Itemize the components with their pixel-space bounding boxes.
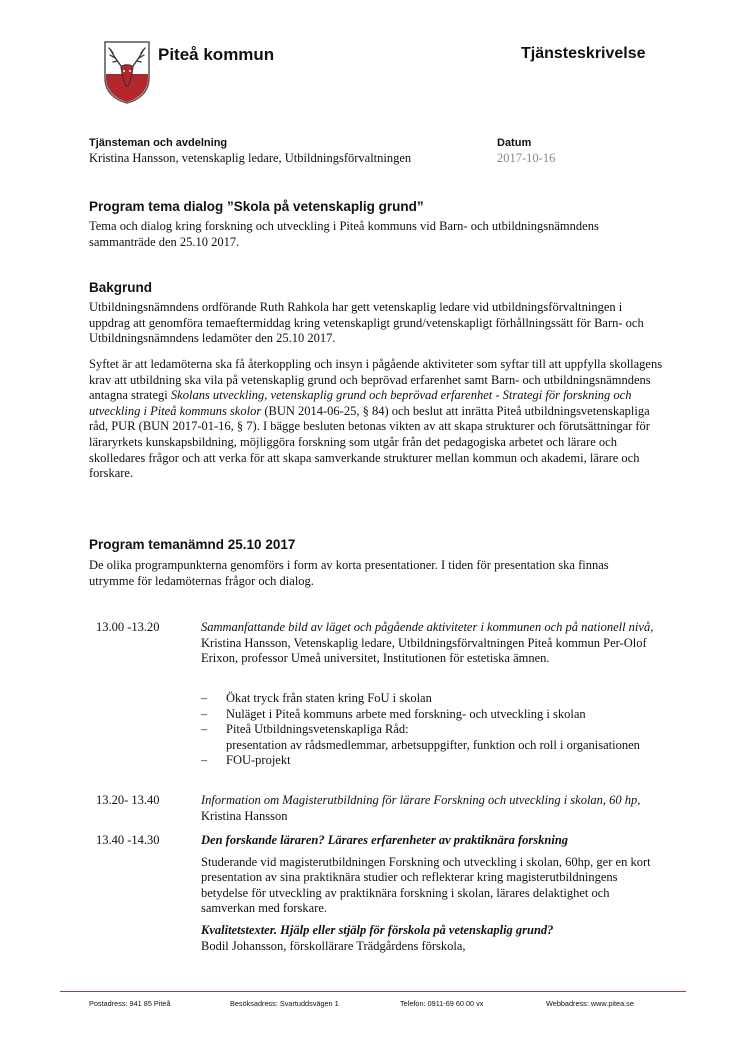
pitea-coat-of-arms-logo (103, 40, 151, 104)
schedule-time: 13.40 -14.30 (96, 833, 160, 847)
background-heading: Bakgrund (89, 280, 153, 295)
schedule-description: Information om Magisterutbildning för lärare Forskning och utveckling i skolan, 60 hp, Kristina Hansson (201, 793, 641, 823)
schedule-description: Sammanfattande bild av läget och pågående aktiviteter i kommunen och på nationell nivå, Kristina Hansson, Vetenskaplig ledare, Utbildningsförvaltningen Piteå kommun Per-Olof Erixon, professor Umeå universitet, Institutionen för estetiska ämnen. (201, 620, 654, 666)
list-item: – Piteå Utbildningsvetenskapliga Råd: presentation av rådsmedlemmar, arbetsuppgifter, funktion och roll i organisationen (201, 722, 640, 752)
date-value: 2017-10-16 (497, 151, 556, 165)
official-value: Kristina Hansson, vetenskaplig ledare, Utbildningsförvaltningen (89, 151, 412, 165)
list-item: – Nuläget i Piteå kommuns arbete med forskning- och utveckling i skolan (201, 706, 586, 721)
footer-postal-address: Postadress: 941 85 Piteå (89, 999, 171, 1008)
program-dialog-paragraph: Tema och dialog kring forskning och utveckling i Piteå kommuns vid Barn- och utbildningsnämndens sammanträde den 25.10 2017. (89, 219, 599, 249)
program-intro: De olika programpunkterna genomförs i form av korta presentationer. I tiden för presentation ska finnas utrymme för ledamöternas frågor och dialog. (89, 558, 609, 588)
schedule-time: 13.20- 13.40 (96, 793, 160, 807)
footer-phone: Telefon: 0911-69 60 00 vx (400, 999, 484, 1008)
program-heading: Program temanämnd 25.10 2017 (89, 537, 296, 552)
program-dialog-heading: Program tema dialog ”Skola på vetenskaplig grund” (89, 199, 424, 214)
schedule-time: 13.00 -13.20 (96, 620, 160, 634)
footer-website: Webbadress: www.pitea.se (546, 999, 634, 1008)
date-label: Datum (497, 137, 532, 149)
list-item: – FOU-projekt (201, 753, 291, 768)
document-type: Tjänsteskrivelse (521, 45, 646, 62)
background-paragraph-1: Utbildningsnämndens ordförande Ruth Rahkola har gett vetenskaplig ledare vid utbildningsförvaltningen i uppdrag att genomföra temaeftermiddag kring vetenskapligt grund/vetenskapligt förhållningssätt för Barn- och Utbildningsnämndens ledamöter den 25.10 2017. (89, 300, 644, 346)
background-paragraph-2: Syftet är att ledamöterna ska få återkoppling och insyn i pågående aktiviteter som syftar till att uppfylla skollagens krav att utbildning ska vila på vetenskaplig grund och beprövad erfarenhet samt Barn- och utbildningsnämndens antagna strategi Skolans utveckling, vetenskaplig grund och beprövad erfarenhet - Strategi för forskning och utveckling i Piteå kommuns skolor (BUN 2014-06-25, § 84) och beslut att inrätta Piteå utbildningsvetenskapliga råd, PUR (BUN 2017-01-16, § 7). I bägge besluten betonas vikten av att skapa strukturer och förutsättningar för läraryrkets kunskapsbildning, möjliggöra forskning som utgår från det pedagogiska arbetet och lärare och skolledares frågor och att verka för att skapa samverkande strukturer mellan kommun och akademi, lärare och forskare. (89, 357, 663, 481)
schedule-description: Den forskande läraren? Lärares erfarenheter av praktiknära forskning Studerande vid magisterutbildningen Forskning och utveckling i skolan, 60hp, ger en kort presentation av sina praktiknära studier och reflekterar kring magisterutbildningens betydelse för utveckling av praktiknära forskning i skolan, lärares delaktighet och samverkan med forskare. Kvalitetstexter. Hjälp eller stjälp för förskola på vetenskaplig grund? Bodil Johansson, förskollärare Trädgårdens förskola, (201, 833, 651, 953)
footer-visiting-address: Besöksadress: Svartuddsvägen 1 (230, 999, 339, 1008)
program-schedule (89, 620, 669, 960)
organization-name: Piteå kommun (158, 45, 275, 64)
official-label: Tjänsteman och avdelning (89, 137, 228, 149)
list-item: – Ökat tryck från staten kring FoU i skolan (201, 691, 432, 705)
footer-divider (60, 991, 686, 992)
schedule-bullet-list (201, 691, 671, 769)
